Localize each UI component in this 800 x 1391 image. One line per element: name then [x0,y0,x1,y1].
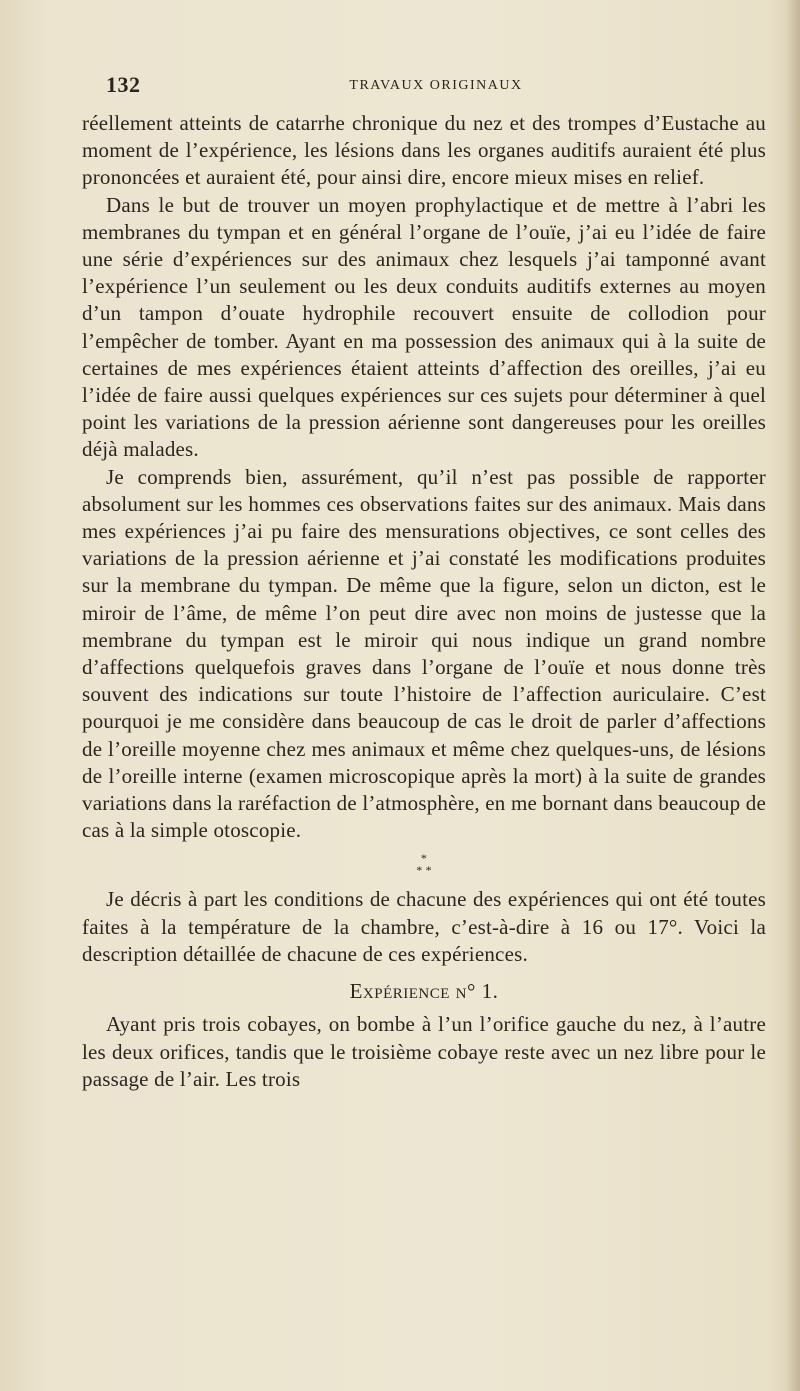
page-edge-shadow [786,0,800,1391]
page-number: 132 [106,72,141,97]
running-title: TRAVAUX ORIGINAUX [349,78,523,93]
page-body [82,110,766,1093]
paragraph-2: Dans le but de trouver un moyen prophylactique et de mettre à l’abri les membranes du tympan et en général l’organe de l’ouïe, j’ai eu l’idée de faire une série d’expériences sur des animaux chez lesquels j’ai tamponné avant l’expérience l’un seulement ou les deux conduits auditifs externes au moyen d’un tampon d’ouate hydrophile recouvert ensuite de collodion pour l’empêcher de tomber. Ayant en ma possession des animaux qui à la suite de certaines de mes expériences étaient atteints d’affection des oreilles, j’ai eu l’idée de faire aussi quelques expériences sur ces sujets pour déterminer à quel point les variations de la pression aérienne sont dangereuses pour les oreilles déjà malades. [82,192,766,462]
page-header [106,72,766,102]
paragraph-1: réellement atteints de catarrhe chronique du nez et des trompes d’Eustache au moment de l’expérience, les lésions dans les organes auditifs auraient été plus prononcées et auraient été, pour ainsi dire, encore mieux mises en relief. [82,111,766,190]
asterism-bottom: * * [416,863,432,878]
asterism [82,852,766,876]
paragraph-4: Je décris à part les conditions de chacune des expériences qui ont été toutes faites à la température de la chambre, c’est-à-dire à 16 ou 17°. Voici la description détaillée de chacune de ces expériences. [82,887,766,966]
section-title-text: Expérience n° 1. [349,979,499,1004]
section-title [82,978,766,1005]
asterism-top: * [420,851,428,866]
paragraph-5: Ayant pris trois cobayes, on bombe à l’un l’orifice gauche du nez, à l’autre les deux orifices, tandis que le troisième cobaye reste avec un nez libre pour le passage de l’air. Les trois [82,1012,766,1091]
paragraph-3: Je comprends bien, assurément, qu’il n’est pas possible de rapporter absolument sur les hommes ces observations faites sur des animaux. Mais dans mes expériences j’ai pu faire des mensurations objectives, ce sont celles des variations de la pression aérienne et j’ai constaté les modifications produites sur la membrane du tympan. De même que la figure, selon un dicton, est le miroir de l’âme, de même l’on peut dire avec non moins de justesse que la membrane du tympan est le miroir qui nous indique un grand nombre d’affections quelquefois graves dans l’organe de l’ouïe et nous donne très souvent des indications sur toute l’histoire de l’affection auriculaire. C’est pourquoi je me considère dans beaucoup de cas le droit de parler d’affections de l’oreille moyenne chez mes animaux et même chez quelques-uns, de lésions de l’oreille interne (examen microscopique après la mort) à la suite de grandes variations dans la raréfaction de l’atmosphère, en me bornant dans beaucoup de cas à la simple otoscopie. [82,464,766,843]
